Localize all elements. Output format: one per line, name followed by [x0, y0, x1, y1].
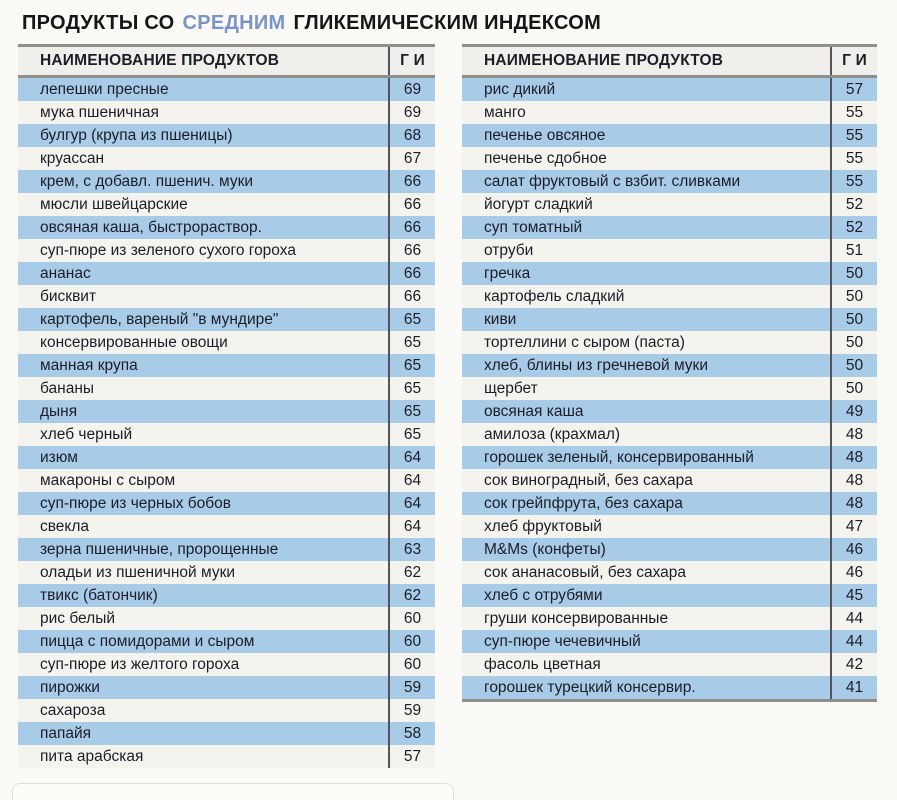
gi-value-cell: 64 [388, 469, 435, 492]
gi-value-cell: 46 [830, 561, 877, 584]
gi-value-cell: 65 [388, 400, 435, 423]
product-name-cell: папайя [40, 724, 92, 742]
gi-value-cell: 48 [830, 423, 877, 446]
table-row [18, 584, 435, 607]
product-name-cell: суп томатный [484, 218, 583, 236]
table-row [462, 515, 877, 538]
product-name-cell: M&Ms (конфеты) [484, 540, 606, 558]
product-name-cell: консервированные овощи [40, 333, 228, 351]
table-row [18, 377, 435, 400]
gi-value-cell: 50 [830, 331, 877, 354]
tables-container [18, 44, 897, 768]
gi-value-cell: 66 [388, 170, 435, 193]
product-name-cell: хлеб, блины из гречневой муки [484, 356, 708, 374]
product-name-cell: мука пшеничная [40, 103, 159, 121]
table-row [18, 308, 435, 331]
product-name-cell: булгур (крупа из пшеницы) [40, 126, 233, 144]
table-row [462, 308, 877, 331]
gi-value-cell: 64 [388, 446, 435, 469]
gi-value-cell: 66 [388, 193, 435, 216]
column-header-name: НАИМЕНОВАНИЕ ПРОДУКТОВ [40, 52, 280, 69]
page-title [22, 8, 897, 38]
gi-value-cell: 44 [830, 607, 877, 630]
product-name-cell: сок виноградный, без сахара [484, 471, 693, 489]
table-right-bottom-rule [462, 699, 877, 702]
gi-value-cell: 59 [388, 676, 435, 699]
gi-value-cell: 67 [388, 147, 435, 170]
table-row [462, 538, 877, 561]
gi-value-cell: 60 [388, 607, 435, 630]
product-name-cell: салат фруктовый с взбит. сливками [484, 172, 741, 190]
table-row [18, 170, 435, 193]
product-name-cell: горошек зеленый, консервированный [484, 448, 754, 466]
table-row [462, 377, 877, 400]
gi-value-cell: 69 [388, 78, 435, 101]
product-name-cell: хлеб черный [40, 425, 133, 443]
gi-value-cell: 64 [388, 492, 435, 515]
table-row [18, 515, 435, 538]
gi-value-cell: 64 [388, 515, 435, 538]
table-row [18, 722, 435, 745]
product-name-cell: картофель, вареный "в мундире" [40, 310, 279, 328]
gi-value-cell: 69 [388, 101, 435, 124]
gi-value-cell: 50 [830, 262, 877, 285]
table-row [462, 446, 877, 469]
page [0, 8, 897, 793]
gi-value-cell: 47 [830, 515, 877, 538]
product-name-cell: суп-пюре из черных бобов [40, 494, 231, 512]
table-row [462, 124, 877, 147]
gi-value-cell: 55 [830, 101, 877, 124]
gi-value-cell: 65 [388, 377, 435, 400]
gi-value-cell: 45 [830, 584, 877, 607]
product-name-cell: картофель сладкий [484, 287, 625, 305]
product-name-cell: печенье овсяное [484, 126, 606, 144]
gi-value-cell: 65 [388, 354, 435, 377]
gi-value-cell: 57 [388, 745, 435, 768]
gi-value-cell: 57 [830, 78, 877, 101]
table-row [462, 676, 877, 699]
table-row [462, 170, 877, 193]
table-row [18, 193, 435, 216]
gi-value-cell: 66 [388, 262, 435, 285]
product-name-cell: крем, с добавл. пшенич. муки [40, 172, 254, 190]
gi-value-cell: 42 [830, 653, 877, 676]
gi-value-cell: 58 [388, 722, 435, 745]
gi-value-cell: 66 [388, 239, 435, 262]
column-header-gi: Г И [388, 47, 435, 75]
product-name-cell: бисквит [40, 287, 97, 305]
table-row [18, 469, 435, 492]
table-right-header [462, 47, 877, 75]
table-left-header [18, 47, 435, 75]
product-name-cell: твикс (батончик) [40, 586, 158, 604]
table-row [462, 492, 877, 515]
gi-value-cell: 65 [388, 331, 435, 354]
table-row [18, 538, 435, 561]
table-row [462, 285, 877, 308]
column-header-name: НАИМЕНОВАНИЕ ПРОДУКТОВ [484, 52, 724, 69]
gi-value-cell: 48 [830, 492, 877, 515]
table-row [18, 423, 435, 446]
product-name-cell: пирожки [40, 678, 100, 696]
product-name-cell: рис белый [40, 609, 115, 627]
table-row [18, 400, 435, 423]
table-right [462, 44, 877, 768]
table-left-body [18, 78, 435, 768]
gi-value-cell: 55 [830, 124, 877, 147]
table-row [462, 400, 877, 423]
product-name-cell: свекла [40, 517, 90, 535]
product-name-cell: мюсли швейцарские [40, 195, 188, 213]
scan-page-edge [12, 783, 454, 800]
product-name-cell: оладьи из пшеничной муки [40, 563, 236, 581]
table-row [18, 446, 435, 469]
product-name-cell: киви [484, 310, 517, 328]
product-name-cell: печенье сдобное [484, 149, 607, 167]
product-name-cell: сок грейпфрута, без сахара [484, 494, 683, 512]
table-row [462, 423, 877, 446]
table-row [462, 607, 877, 630]
table-row [18, 216, 435, 239]
product-name-cell: горошек турецкий консервир. [484, 678, 696, 696]
table-row [18, 262, 435, 285]
product-name-cell: макароны с сыром [40, 471, 176, 489]
product-name-cell: манго [484, 103, 526, 121]
table-row [462, 216, 877, 239]
table-row [462, 630, 877, 653]
gi-value-cell: 49 [830, 400, 877, 423]
gi-value-cell: 62 [388, 584, 435, 607]
product-name-cell: изюм [40, 448, 78, 466]
product-name-cell: дыня [40, 402, 78, 420]
gi-value-cell: 65 [388, 423, 435, 446]
table-row [18, 653, 435, 676]
table-row [18, 147, 435, 170]
gi-value-cell: 50 [830, 377, 877, 400]
gi-value-cell: 65 [388, 308, 435, 331]
table-row [18, 331, 435, 354]
gi-value-cell: 51 [830, 239, 877, 262]
table-left [18, 44, 435, 768]
product-name-cell: фасоль цветная [484, 655, 601, 673]
gi-value-cell: 50 [830, 285, 877, 308]
table-row [18, 492, 435, 515]
table-row [18, 354, 435, 377]
product-name-cell: хлеб фруктовый [484, 517, 602, 535]
product-name-cell: зерна пшеничные, пророщенные [40, 540, 279, 558]
table-row [462, 193, 877, 216]
gi-value-cell: 52 [830, 216, 877, 239]
product-name-cell: лепешки пресные [40, 80, 169, 98]
product-name-cell: суп-пюре из желтого гороха [40, 655, 240, 673]
table-row [18, 561, 435, 584]
product-name-cell: овсяная каша [484, 402, 584, 420]
product-name-cell: овсяная каша, быстрораствор. [40, 218, 262, 236]
table-row [462, 101, 877, 124]
table-row [462, 469, 877, 492]
gi-value-cell: 44 [830, 630, 877, 653]
table-row [18, 239, 435, 262]
product-name-cell: рис дикий [484, 80, 556, 98]
gi-value-cell: 66 [388, 285, 435, 308]
gi-value-cell: 50 [830, 308, 877, 331]
gi-value-cell: 50 [830, 354, 877, 377]
product-name-cell: сахароза [40, 701, 106, 719]
table-row [462, 331, 877, 354]
product-name-cell: тортеллини с сыром (паста) [484, 333, 685, 351]
table-row [462, 584, 877, 607]
table-right-body [462, 78, 877, 699]
table-row [462, 239, 877, 262]
title-part1: ПРОДУКТЫ СО [22, 12, 175, 34]
product-name-cell: йогурт сладкий [484, 195, 593, 213]
product-name-cell: суп-пюре из зеленого сухого гороха [40, 241, 296, 259]
gi-value-cell: 41 [830, 676, 877, 699]
product-name-cell: ананас [40, 264, 91, 282]
table-row [18, 101, 435, 124]
table-row [462, 354, 877, 377]
gi-value-cell: 55 [830, 170, 877, 193]
table-row [18, 676, 435, 699]
table-row [18, 607, 435, 630]
product-name-cell: пицца с помидорами и сыром [40, 632, 255, 650]
product-name-cell: суп-пюре чечевичный [484, 632, 641, 650]
gi-value-cell: 46 [830, 538, 877, 561]
table-row [18, 78, 435, 101]
table-row [18, 285, 435, 308]
gi-value-cell: 68 [388, 124, 435, 147]
product-name-cell: амилоза (крахмал) [484, 425, 621, 443]
gi-value-cell: 60 [388, 653, 435, 676]
gi-value-cell: 52 [830, 193, 877, 216]
table-row [462, 78, 877, 101]
gi-value-cell: 55 [830, 147, 877, 170]
table-row [462, 653, 877, 676]
product-name-cell: гречка [484, 264, 531, 282]
title-highlight: СРЕДНИМ [182, 12, 286, 34]
table-row [18, 699, 435, 722]
gi-value-cell: 48 [830, 446, 877, 469]
table-row [462, 561, 877, 584]
gi-value-cell: 48 [830, 469, 877, 492]
table-row [18, 630, 435, 653]
product-name-cell: сок ананасовый, без сахара [484, 563, 687, 581]
product-name-cell: бананы [40, 379, 95, 397]
product-name-cell: круассан [40, 149, 105, 167]
gi-value-cell: 62 [388, 561, 435, 584]
table-row [18, 745, 435, 768]
table-row [462, 262, 877, 285]
gi-value-cell: 63 [388, 538, 435, 561]
product-name-cell: груши консервированные [484, 609, 669, 627]
gi-value-cell: 60 [388, 630, 435, 653]
title-part2: ГЛИКЕМИЧЕСКИМ ИНДЕКСОМ [293, 12, 602, 34]
product-name-cell: хлеб с отрубями [484, 586, 603, 604]
product-name-cell: щербет [484, 379, 538, 397]
product-name-cell: манная крупа [40, 356, 138, 374]
table-row [462, 147, 877, 170]
table-row [18, 124, 435, 147]
gi-value-cell: 66 [388, 216, 435, 239]
product-name-cell: отруби [484, 241, 534, 259]
column-header-gi: Г И [830, 47, 877, 75]
product-name-cell: пита арабская [40, 747, 144, 765]
gi-value-cell: 59 [388, 699, 435, 722]
